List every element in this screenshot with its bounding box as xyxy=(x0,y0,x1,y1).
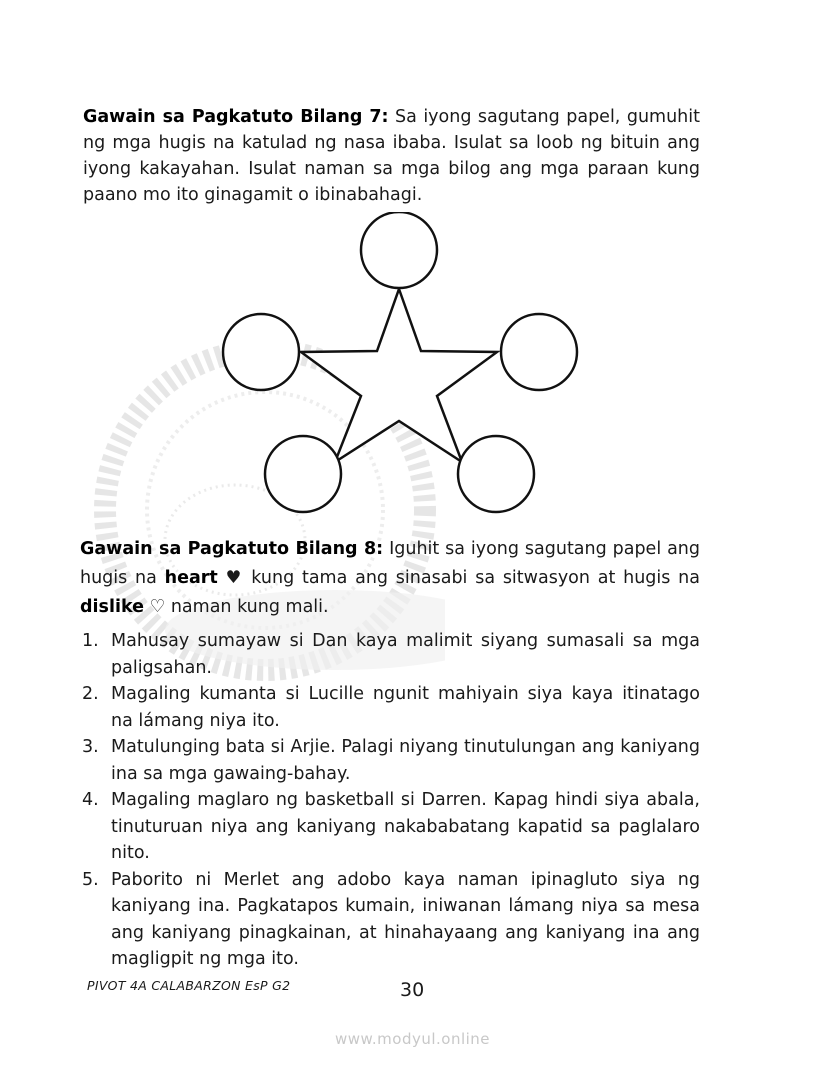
item-text: Mahusay sumayaw si Dan kaya malimit siyang sumasali sa mga paligsahan. xyxy=(111,631,700,678)
list-item xyxy=(82,628,700,681)
activity-8-heading: Gawain sa Pagkatuto Bilang 8: xyxy=(80,539,384,559)
activity-7-heading: Gawain sa Pagkatuto Bilang 7: xyxy=(83,107,389,127)
activity-8-text-3: naman kung mali. xyxy=(165,597,329,617)
item-text: Magaling kumanta si Lucille ngunit mahiyain siya kaya itinatago na lámang niya ito. xyxy=(111,684,700,731)
item-number: 3. xyxy=(82,737,99,757)
circle-bottom-right xyxy=(458,436,534,512)
heart-word: heart xyxy=(164,568,218,588)
list-item xyxy=(82,734,700,787)
activity-8-text-2: kung tama ang sinasabi sa sitwasyon at hugis na xyxy=(243,568,700,588)
site-watermark: www.modyul.online xyxy=(334,1030,491,1048)
item-text: Matulunging bata si Arjie. Palagi niyang tinutulungan ang kaniyang ina sa mga gawaing-bahay. xyxy=(111,737,700,784)
star-shape xyxy=(301,289,497,462)
list-item xyxy=(82,681,700,734)
dislike-word: dislike xyxy=(80,597,144,617)
circle-right xyxy=(501,314,577,390)
list-item xyxy=(82,787,700,867)
list-item xyxy=(82,867,700,973)
situation-list xyxy=(82,628,700,973)
heart-icon: ♥ xyxy=(225,568,244,588)
item-text: Paborito ni Merlet ang adobo kaya naman ipinagluto siya ng kaniyang ina. Pagkatapos kumain, iniwanan lámang niya sa mesa ang kaniyang pinagkainan, at hinahayaang ang kaniyang ina ang magligpit ng mga ito. xyxy=(111,869,700,969)
circle-top xyxy=(361,212,437,288)
item-number: 1. xyxy=(82,631,99,651)
item-number: 4. xyxy=(82,790,99,810)
item-number: 5. xyxy=(82,869,99,890)
footer-module-label: PIVOT 4A CALABARZON EsP G2 xyxy=(87,978,291,993)
activity-8-text-1: Iguhit sa iyong sagutang papel ang hugis na xyxy=(80,539,701,588)
dislike-heart-icon: ♡ xyxy=(149,597,166,617)
activity-7-text: Sa iyong sagutang papel, gumuhit ng mga hugis na katulad ng nasa ibaba. Isulat sa loob ng bituin ang iyong kakayahan. Isulat naman sa mga bilog ang mga paraan kung paano mo ito ginagamit o ibinabahagi. xyxy=(83,107,700,205)
circle-left xyxy=(223,314,299,390)
circle-bottom-left xyxy=(265,436,341,512)
activity-8-instructions xyxy=(80,535,700,622)
item-number: 2. xyxy=(82,684,99,704)
star-circle-diagram xyxy=(215,212,585,517)
page-number: 30 xyxy=(400,979,425,1001)
activity-7-instructions xyxy=(83,104,700,208)
item-text: Magaling maglaro ng basketball si Darren. Kapag hindi siya abala, tinuturuan niya ang kaniyang nakababatang kapatid sa paglalaro nito. xyxy=(111,790,700,863)
